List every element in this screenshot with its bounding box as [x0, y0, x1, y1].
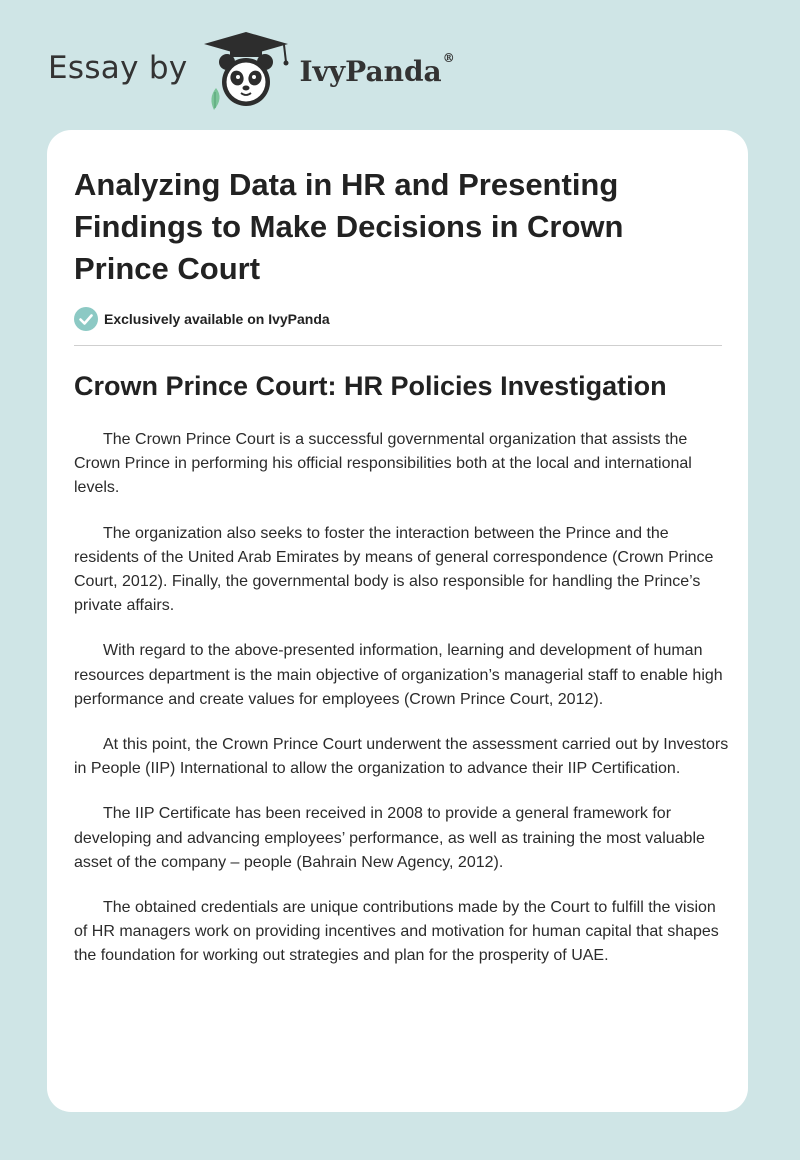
paragraph: The Crown Prince Court is a successful governmental organization that assists the Crown Prince in performing his official responsibilities both at the local and international levels.	[74, 431, 692, 497]
section-heading: Crown Prince Court: HR Policies Investigation	[74, 371, 667, 401]
check-circle-icon	[74, 307, 98, 331]
paragraph: At this point, the Crown Prince Court underwent the assessment carried out by Investors in People (IIP) International to allow the organization to advance their IIP Certification.	[74, 736, 729, 778]
divider	[74, 345, 722, 346]
brand-name[interactable]: IvyPanda®	[299, 50, 455, 88]
site-brand	[48, 30, 455, 110]
registered-mark: ®	[442, 50, 455, 65]
brand-prefix: Essay by	[48, 50, 188, 86]
panda-logo-icon[interactable]	[202, 30, 298, 110]
availability-badge	[74, 306, 330, 332]
paragraph: The obtained credentials are unique contributions made by the Court to fulfill the vision of HR managers work on providing incentives and motivation for human capital that shapes the foundation for working out strategies and plan for the prosperity of UAE.	[74, 899, 719, 965]
essay-title: Analyzing Data in HR and Presenting Findings to Make Decisions in Crown Prince Court	[74, 167, 624, 286]
essay-body	[74, 428, 729, 990]
badge-label: Exclusively available on IvyPanda	[104, 311, 330, 327]
essay-card	[47, 130, 748, 1112]
paragraph: The organization also seeks to foster the interaction between the Prince and the residents of the United Arab Emirates by means of general correspondence (Crown Prince Court, 2012). Finally, the governmental body is also responsible for handling the Prince’s private affairs.	[74, 524, 714, 615]
paragraph: With regard to the above-presented information, learning and development of human resources department is the main objective of organization’s managerial staff to enable high performance and create values for employees (Crown Prince Court, 2012).	[74, 642, 723, 708]
paragraph: The IIP Certificate has been received in 2008 to provide a general framework for developing and advancing employees’ performance, as well as training the most valuable asset of the company – people (Bahrain New Agency, 2012).	[74, 805, 705, 871]
